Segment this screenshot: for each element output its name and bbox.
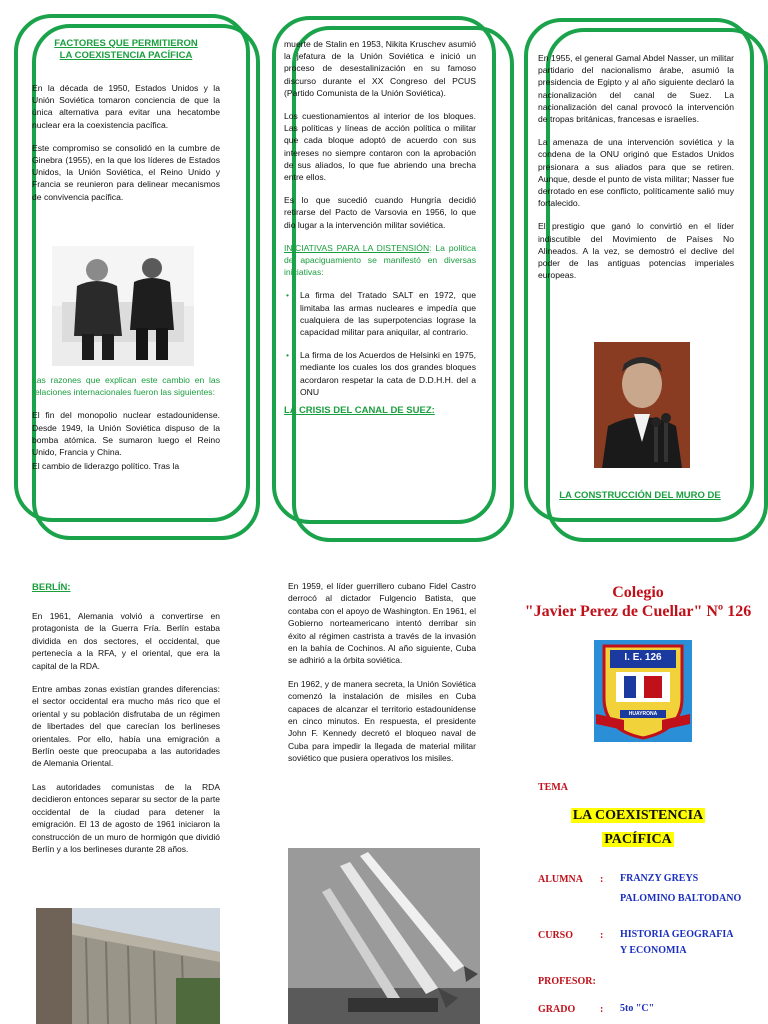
initiatives-subheading: INICIATIVAS PARA LA DISTENSIÓN	[284, 242, 430, 253]
logo-text: I. E. 126	[624, 652, 662, 663]
school-name: Colegio "Javier Perez de Cuellar" Nº 126	[524, 584, 752, 620]
document-title: LA COEXISTENCIA PACÍFICA	[572, 808, 704, 847]
panel-5-text	[288, 580, 476, 776]
curso-value: HISTORIA GEOGRAFIA Y ECONOMIA	[620, 929, 734, 956]
paragraph: La amenaza de una intervención soviética y la condena de la ONU originó que Estados Unidos presionara a sus aliados para que se retiren. Aunque, desde el punto de vista militar; Nasser fue derrotado en ese conflicto, políticamente salió muy fortalecido.	[538, 137, 734, 209]
paragraph: Es lo que sucedió cuando Hungría decidió retirarse del Pacto de Varsovia en 1956, lo que dio lugar a la intervención militar soviética.	[284, 195, 476, 230]
paragraph: Las autoridades comunistas de la RDA decidieron entonces separar su sector de la parte occidental de la ciudad para detener la emigración. El 13 de agosto de 1961 iniciaron la construcción de un muro de hormigón que dividió Berlín y a los berlineses durante 28 años.	[32, 781, 220, 854]
paragraph: En 1962, y de manera secreta, la Unión Soviética comenzó la instalación de misiles en Cuba capaces de alcanzar el territorio estadounidense en cinco minutos. En respuesta, el presidente John F. Kennedy decretó el bloqueo naval de Cuba para impedir la llegada de material militar soviético que pusiera operativos los misiles.	[288, 678, 476, 764]
grado-value: 5to "C"	[620, 1003, 655, 1014]
khrushchev-kennedy-photo	[52, 246, 194, 366]
list-item: • La firma de los Acuerdos de Helsinki en 1975, mediante los cuales los dos grandes bloques acordaron respetar la cata de D.D.H.H. del a ONU	[284, 349, 476, 398]
alumna-value: FRANZY GREYS PALOMINO BALTODANO	[620, 873, 742, 904]
colon: :	[600, 930, 604, 941]
school-logo	[594, 640, 692, 742]
suez-heading: LA CRISIS DEL CANAL DE SUEZ:	[284, 405, 435, 417]
berlin-heading: BERLÍN:	[32, 582, 71, 593]
panel-4-text	[32, 610, 220, 866]
paragraph: En 1961, Alemania volvió a convertirse en protagonista de la Guerra Fría. Berlín estaba dividida en dos sectores, el occidental, que pertenecía a la RFA, y el oriental, que era la capital de la RDA.	[32, 611, 220, 671]
missiles-photo	[288, 848, 480, 1024]
paragraph: En la década de 1950, Estados Unidos y la Unión Soviética tomaron conciencia de que la única alternativa para evitar una hecatombe nuclear era la coexistencia pacífica.	[32, 83, 220, 130]
logo-subtext: HUAYRONA	[628, 711, 658, 717]
nasser-photo	[594, 342, 690, 468]
grado-label: GRADO	[538, 1004, 576, 1015]
panel-1-text	[32, 38, 220, 214]
paragraph: En 1955, el general Gamal Abdel Nasser, un militar partidario del nacionalismo árabe, asumió la presidencia de Egipto y al año siguiente declaró la nacionalización del canal de Suez. La nacionalización del canal provocó la intervención de tropas británicas, francesas e israelíes.	[538, 53, 734, 125]
tema-label: TEMA	[538, 782, 568, 793]
colon: :	[600, 874, 604, 885]
profesor-label: PROFESOR:	[538, 976, 596, 987]
panel-1-text-lower	[32, 374, 220, 483]
curso-label: CURSO	[538, 930, 574, 941]
paragraph: El prestigio que ganó lo convirtió en el líder indiscutible del Movimiento de Países No Alineados. A la vez, se demostró el declive del poder de las antiguas potencias imperiales europeas.	[538, 221, 734, 281]
colon: :	[600, 1004, 604, 1015]
initiatives-paragraph: INICIATIVAS PARA LA DISTENSIÓN: La política de apaciguamiento se manifestó en diversas iniciativas:	[284, 242, 476, 278]
paragraph: El cambio de liderazgo político. Tras la	[32, 461, 180, 472]
alumna-label: ALUMNA	[538, 874, 583, 885]
paragraph: Los cuestionamientos al interior de los bloques. Las políticas y líneas de acción política o militar que cada bloque adoptó de acuerdo con sus intereses no siempre contaron con la aprobación de sus aliados, lo que fue abriendo una brecha entre ellos.	[284, 111, 476, 183]
list-item: • La firma del Tratado SALT en 1972, que limitaba las armas nucleares e impedía que cualquiera de las superpotencias lograse la capacidad militar para aniquilar, al contrario.	[284, 289, 476, 338]
panel-2-text	[284, 38, 476, 417]
panel-1-heading: FACTORES QUE PERMITIERON LA COEXISTENCIA PACÍFICA	[54, 38, 198, 61]
berlin-wall-photo	[36, 908, 220, 1024]
paragraph: muerte de Stalin en 1953, Nikita Kruschev asumió la jefatura de la Unión Soviética e inició un proceso de desestalinización en su famoso discurso durante el XX Congreso del PCUS (Partido Comunista de la Unión Soviética).	[284, 39, 476, 98]
paragraph: Entre ambas zonas existían grandes diferencias: el sector occidental era mucho más rico que el oriental y su población disfrutaba de un régimen de libertades del que carecían los berlineses orientales. Por ello, había una emigración a Berlín oeste que preocupaba a las autoridades de Alemania Oriental.	[32, 684, 220, 769]
panel-3-text	[538, 52, 734, 292]
paragraph: Las razones que explican este cambio en las relaciones internacionales fueron las siguientes:	[32, 375, 220, 398]
berlin-wall-heading: LA CONSTRUCCIÓN DEL MURO DE	[559, 490, 721, 501]
paragraph: El fin del monopolio nuclear estadounidense. Desde 1949, la Unión Soviética dispuso de la bomba atómica. Se sumaron luego el Reino Unido, Francia y China.	[32, 410, 220, 458]
paragraph: En 1959, el líder guerrillero cubano Fidel Castro derrocó al dictador Fulgencio Batista, que contaba con el apoyo de Washington. En 1961, el Gobierno norteamericano intentó derribar sin éxito al régimen castrista a través de la invasión en la bahía de Cochinos. Al año siguiente, Cuba se adhirió a la órbita soviética.	[288, 581, 476, 666]
paragraph: Este compromiso se consolidó en la cumbre de Ginebra (1955), en la que los líderes de Estados Unidos, la Unión Soviética, el Reino Unido y Francia se reunieron para delinear mecanismos de convivencia pacífica.	[32, 142, 220, 202]
